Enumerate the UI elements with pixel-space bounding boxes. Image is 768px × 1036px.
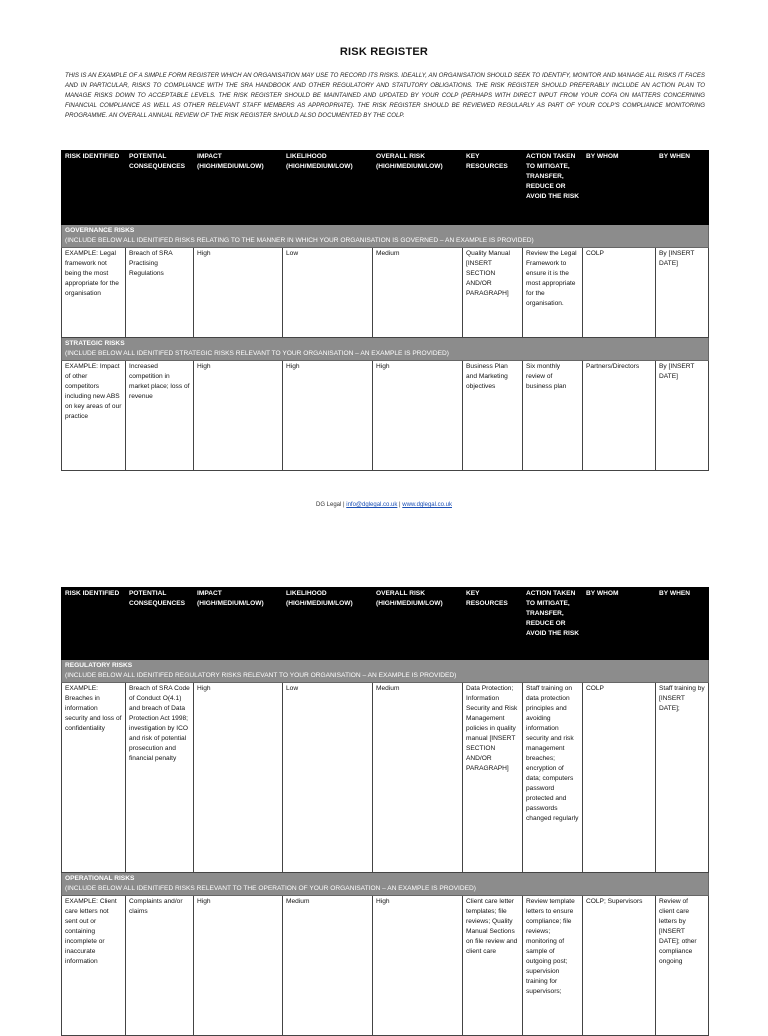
section-regulatory [62,660,709,683]
table-header-row [62,151,709,225]
cell-resources: Business Plan and Marketing objectives [463,361,523,471]
cell-likelihood: Low [283,683,373,873]
section-governance [62,225,709,248]
cell-resources: Data Protection; Information Security and Risk Management policies in quality manual [INSERT SECTION AND/OR PARAGRAPH] [463,683,523,873]
header-overall-risk: OVERALL RISK (HIGH/MEDIUM/LOW) [373,151,463,225]
cell-consequences: Breach of SRA Code of Conduct O(4.1) and breach of Data Protection Act 1998; investigation by ICO and risk of potential prosecution and financial penalty [126,683,194,873]
section-note: (INCLUDE BELOW ALL IDENITIFED RISKS RELATING TO THE MANNER IN WHICH YOUR ORGANISATION IS GOVERNED – AN EXAMPLE IS PROVIDED) [65,237,534,244]
section-header [62,225,709,248]
cell-impact: High [194,683,283,873]
header-likelihood: LIKELIHOOD (HIGH/MEDIUM/LOW) [283,588,373,660]
section-title: REGULATORY RISKS [65,662,133,669]
section-header [62,660,709,683]
cell-resources: Client care letter templates; file reviews; Quality Manual Sections on file review and client care [463,896,523,1036]
header-potential-consequences: POTENTIAL CONSEQUENCES [126,588,194,660]
section-title: STRATEGIC RISKS [65,340,125,347]
table-row [62,361,709,471]
cell-overall: High [373,361,463,471]
cell-action: Staff training on data protection principles and avoiding information security and risk management breaches; encryption of data; computers password protected and passwords changed regularly [523,683,583,873]
header-risk-identified: RISK IDENTIFIED [62,588,126,660]
section-title: GOVERNANCE RISKS [65,227,135,234]
section-header [62,338,709,361]
cell-when: Staff training by [INSERT DATE]; [656,683,709,873]
cell-impact: High [194,361,283,471]
cell-likelihood: Medium [283,896,373,1036]
footer-email-link[interactable]: info@dglegal.co.uk [346,502,398,508]
cell-impact: High [194,896,283,1036]
header-action: ACTION TAKEN TO MITIGATE, TRANSFER, REDUCE OR AVOID THE RISK [523,588,583,660]
header-by-when: BY WHEN [656,588,709,660]
cell-when: By [INSERT DATE] [656,361,709,471]
cell-risk: EXAMPLE: Impact of other competitors including new ABS on key areas of our practice [62,361,126,471]
cell-resources: Quality Manual [INSERT SECTION AND/OR PARAGRAPH] [463,248,523,338]
cell-action: Review template letters to ensure compliance; file reviews; monitoring of sample of outgoing post; supervision training for supervisors; [523,896,583,1036]
header-overall-risk: OVERALL RISK (HIGH/MEDIUM/LOW) [373,588,463,660]
header-by-whom: BY WHOM [583,588,656,660]
cell-whom: COLP [583,248,656,338]
cell-consequences: Complaints and/or claims [126,896,194,1036]
cell-whom: Partners/Directors [583,361,656,471]
table-row [62,248,709,338]
section-note: (INCLUDE BELOW ALL IDENITIFED STRATEGIC RISKS RELEVANT TO YOUR ORGANISATION – AN EXAMPLE IS PROVIDED) [65,350,449,357]
cell-risk: EXAMPLE: Legal framework not being the most appropriate for the organisation [62,248,126,338]
header-impact: IMPACT (HIGH/MEDIUM/LOW) [194,151,283,225]
header-potential-consequences: POTENTIAL CONSEQUENCES [126,151,194,225]
cell-likelihood: Low [283,248,373,338]
table-row [62,683,709,873]
section-note: (INCLUDE BELOW ALL IDENITIFED REGULATORY RISKS RELEVANT TO YOUR ORGANISATION – AN EXAMPLE IS PROVIDED) [65,672,457,679]
cell-consequences: Breach of SRA Practising Regulations [126,248,194,338]
cell-whom: COLP; Supervisors [583,896,656,1036]
risk-register-table-1 [61,150,709,471]
header-risk-identified: RISK IDENTIFIED [62,151,126,225]
cell-consequences: Increased competition in market place; loss of revenue [126,361,194,471]
header-action: ACTION TAKEN TO MITIGATE, TRANSFER, REDUCE OR AVOID THE RISK [523,151,583,225]
cell-risk: EXAMPLE: Breaches in information security and loss of confidentiality [62,683,126,873]
cell-impact: High [194,248,283,338]
header-key-resources: KEY RESOURCES [463,588,523,660]
header-by-whom: BY WHOM [583,151,656,225]
cell-action: Six monthly review of business plan [523,361,583,471]
cell-action: Review the Legal Framework to ensure it is the most appropriate for the organisation. [523,248,583,338]
page-footer [0,502,768,508]
section-title: OPERATIONAL RISKS [65,875,135,882]
section-note: (INCLUDE BELOW ALL IDENITIFED RISKS RELEVANT TO THE OPERATION OF YOUR ORGANISATION – AN EXAMPLE IS PROVIDED) [65,885,476,892]
cell-when: By [INSERT DATE] [656,248,709,338]
intro-paragraph: THIS IS AN EXAMPLE OF A SIMPLE FORM REGISTER WHICH AN ORGANISATION MAY USE TO RECORD ITS RISKS. IDEALLY, AN ORGANISATION SHOULD SEEK TO IDENTIFY, MONITOR AND MANAGE ALL RISKS IT FACES AND IN PARTICULAR, RISKS TO COMPLIANCE WITH THE SRA HANDBOOK AND OTHER REGULATORY AND STATUTORY OBLIGATIONS. THE RISK REGISTER SHOULD PREFERABLY INCLUDE AN ACTION PLAN TO MANAGE RISKS DOWN TO ACCEPTABLE LEVELS. THE RISK REGISTER SHOULD BE MAINTAINED AND UPDATED BY YOUR COLP (PERHAPS WITH DIRECT INPUT FROM YOUR COFA ON MATTERS CONCERNING FINANCIAL COMPLIANCE AS WELL AS OTHER RELEVANT STAFF MEMBERS AS APPROPRIATE). THE RISK REGISTER SHOULD BE REVIEWED REGULARLY AS PART OF YOUR COLP'S COMPLIANCE MONITORING PROGRAMME. AN OVERALL ANNUAL REVIEW OF THE RISK REGISTER SHOULD ALSO DOCUMENTED BY THE COLP. [65,72,705,119]
cell-risk: EXAMPLE: Client care letters not sent out or containing incomplete or inaccurate information [62,896,126,1036]
section-operational [62,873,709,896]
header-by-when: BY WHEN [656,151,709,225]
cell-whom: COLP [583,683,656,873]
section-header [62,873,709,896]
footer-website-link[interactable]: www.dglegal.co.uk [402,502,452,508]
header-key-resources: KEY RESOURCES [463,151,523,225]
section-strategic [62,338,709,361]
footer-company: DG Legal | [316,502,345,508]
table-header-row [62,588,709,660]
cell-when: Review of client care letters by [INSERT DATE]; other compliance ongoing [656,896,709,1036]
cell-overall: Medium [373,248,463,338]
cell-likelihood: High [283,361,373,471]
footer-separator: | [399,502,401,508]
cell-overall: High [373,896,463,1036]
page-title: RISK REGISTER [339,46,429,58]
risk-register-table-2 [61,587,709,1036]
table-row [62,896,709,1036]
cell-overall: Medium [373,683,463,873]
header-impact: IMPACT (HIGH/MEDIUM/LOW) [194,588,283,660]
header-likelihood: LIKELIHOOD (HIGH/MEDIUM/LOW) [283,151,373,225]
